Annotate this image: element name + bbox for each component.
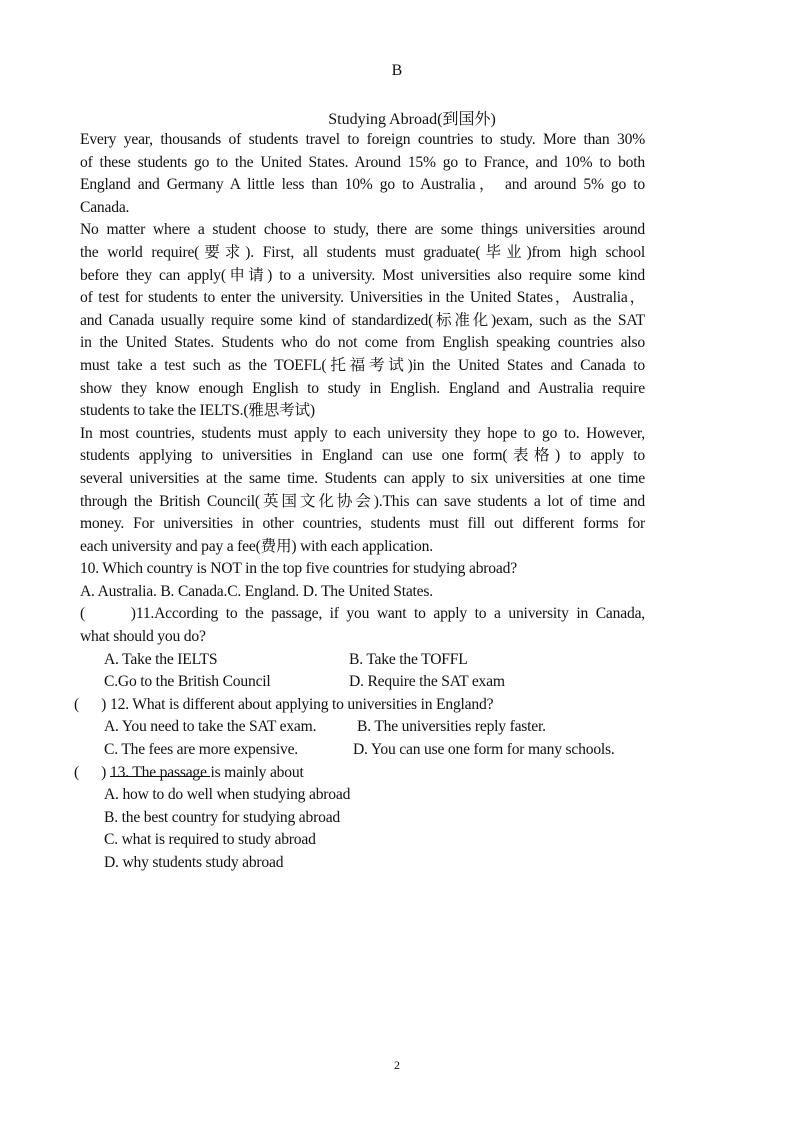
question-stem: 11.According to the passage, if you want to apply to a university in Canada, (135, 605, 645, 623)
question-stem: 13. The passage is mainly about (110, 763, 304, 781)
option-a[interactable]: A. how to do well when studying abroad (104, 786, 351, 804)
text-line: each university and pay a fee(费用) with each application. (80, 537, 433, 555)
fill-in-blank[interactable] (110, 762, 210, 777)
option-b[interactable]: B. Take the TOFFL (349, 650, 468, 668)
paragraph-3 (80, 423, 645, 559)
option-c[interactable]: C.Go to the British Council (104, 673, 271, 691)
question-10 (80, 558, 645, 603)
text-line: money. For universities in other countries, students must fill out different forms for (80, 515, 645, 533)
question-stem: 10. Which country is NOT in the top five countries for studying abroad? (80, 560, 517, 578)
text-line: Canada. (80, 198, 130, 216)
text-line: Every year, thousands of students travel to foreign countries to study. More than 30% (80, 131, 645, 148)
option-b[interactable]: B. the best country for studying abroad (104, 808, 341, 826)
question-options: A. Australia. B. Canada.C. England. D. The United States. (80, 582, 433, 600)
option-c[interactable]: C. what is required to study abroad (104, 831, 316, 849)
text-line: through the British Council(英国文化协会).This can save students a lot of time and (80, 492, 645, 510)
option-a[interactable]: A. You need to take the SAT exam. (104, 718, 317, 736)
answer-blank[interactable]: ( ) (74, 763, 107, 781)
question-12 (74, 694, 645, 762)
paragraph-1 (80, 129, 645, 219)
passage-title: Studying Abroad(到国外) (328, 111, 496, 128)
text-line: students to take the IELTS.(雅思考试) (80, 402, 315, 420)
text-line: students applying to universities in England can use one form(表格) to apply to (80, 447, 645, 465)
text-line: England and Germany A little less than 10% go to Australia， and around 5% go to (80, 176, 645, 194)
section-label: B (391, 62, 403, 79)
question-stem-cont: what should you do? (80, 628, 206, 646)
text-line: must take a test such as the TOEFL(托福考试)in the United States and Canada to (80, 356, 645, 374)
text-line: and Canada usually require some kind of standardized(标准化)exam, such as the SAT (80, 311, 645, 329)
page-number: 2 (394, 1058, 400, 1072)
answer-blank[interactable]: ( ) (74, 695, 107, 713)
option-d[interactable]: D. You can use one form for many schools. (353, 741, 615, 759)
text-line: of test for students to enter the university. Universities in the United States，Australia， (80, 289, 645, 307)
option-a[interactable]: A. Take the IELTS (104, 650, 218, 668)
text-line: of these students go to the United States. Around 15% go to France, and 10% to both (80, 153, 645, 171)
question-stem: 12. What is different about applying to universities in England? (110, 695, 494, 713)
question-13 (74, 762, 645, 875)
option-d[interactable]: D. why students study abroad (104, 854, 284, 871)
question-11 (80, 603, 645, 693)
option-c[interactable]: C. The fees are more expensive. (104, 741, 298, 759)
option-b[interactable]: B. The universities reply faster. (357, 718, 546, 736)
text-line: No matter where a student choose to study, there are some things universities around (80, 221, 645, 239)
text-line: several universities at the same time. Students can apply to six universities at one time (80, 469, 645, 487)
text-line: before they can apply(申请) to a university. Most universities also require some kind (80, 266, 645, 284)
text-line: show they know enough English to study in English. England and Australia require (80, 379, 645, 397)
text-line: In most countries, students must apply to each university they hope to go to. However, (80, 424, 645, 442)
passage-body (74, 129, 645, 875)
text-line: the world require(要求). First, all students must graduate(毕业)from high school (80, 243, 645, 261)
option-d[interactable]: D. Require the SAT exam (349, 673, 505, 691)
text-line: in the United States. Students who do not come from English speaking countries also (80, 334, 645, 352)
answer-blank[interactable]: ( ) (80, 605, 136, 623)
paragraph-2 (80, 219, 645, 422)
